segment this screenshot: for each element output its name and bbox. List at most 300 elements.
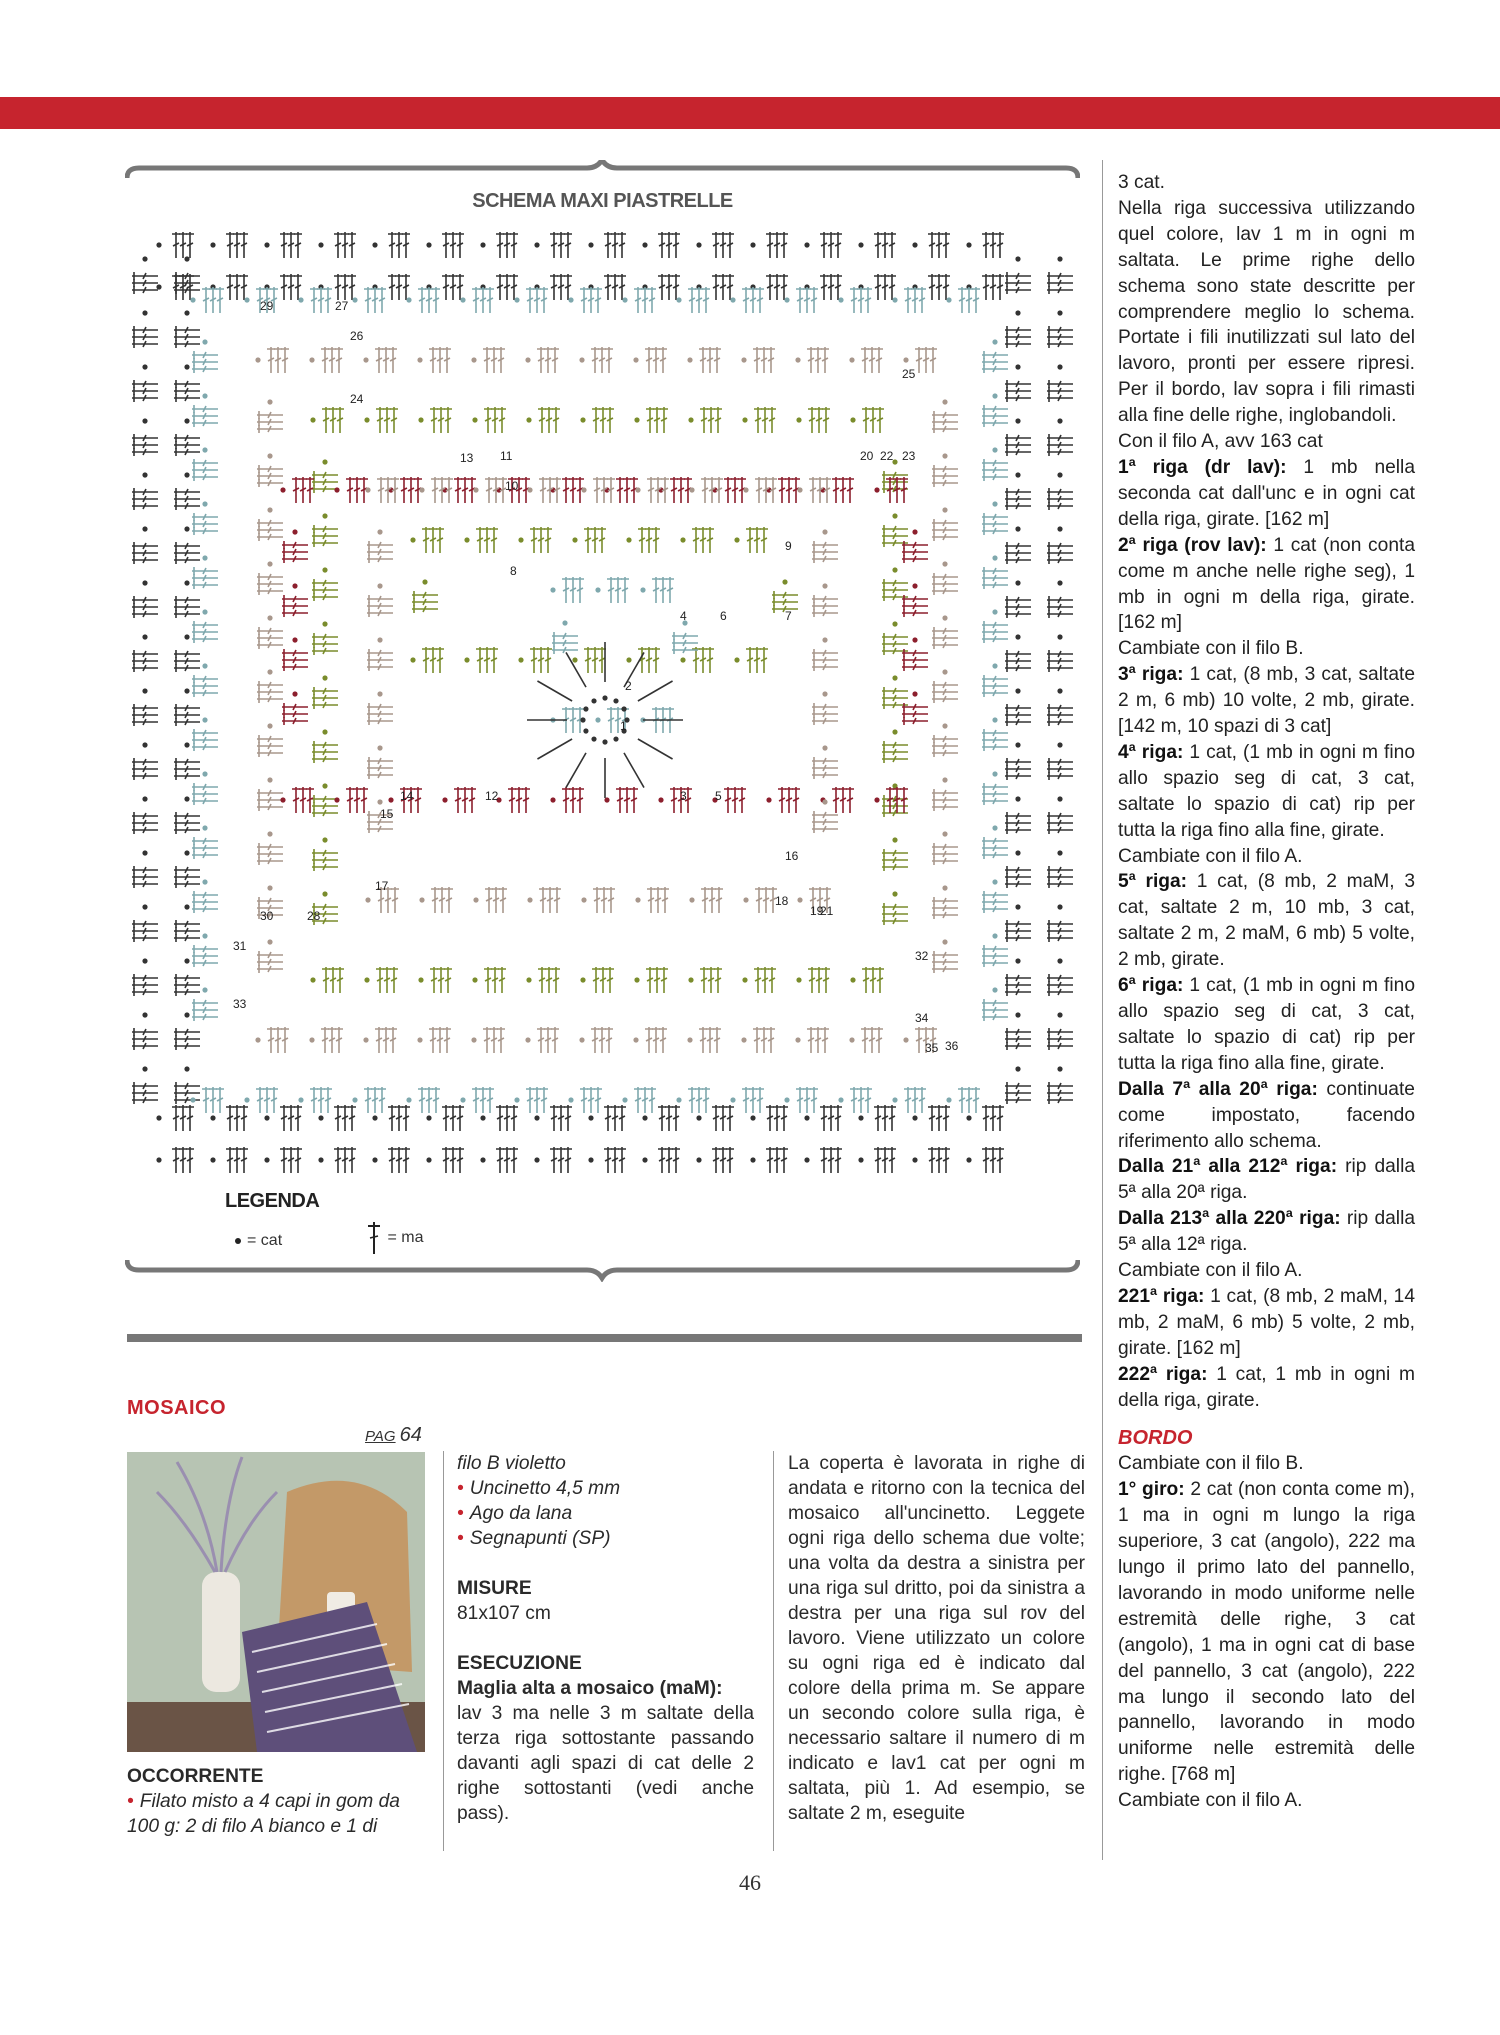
treble-stitch-group: [982, 513, 1008, 535]
chain-stitch: [267, 507, 272, 512]
row-number-label: 24: [350, 392, 364, 406]
paragraph-text: Cambiate con il filo B.: [1118, 638, 1304, 660]
treble-stitch-group: [530, 647, 552, 673]
paragraph-text: 1 cat, (8 mb, 2 maM, 14 mb, 2 maM, 6 mb) 5 volte, 2 mb, girate. [162 m]: [1118, 1285, 1415, 1359]
row-number-label: 12: [485, 789, 499, 803]
chain-stitch: [322, 567, 327, 572]
row-number-label: 27: [335, 299, 349, 313]
chain-stitch: [595, 717, 600, 722]
treble-stitch-group: [932, 411, 958, 433]
chain-stitch: [365, 487, 370, 492]
treble-stitch-group: [257, 735, 283, 757]
treble-stitch-group: [322, 407, 344, 433]
chain-stitch: [426, 242, 431, 247]
chain-stitch: [363, 357, 368, 362]
treble-stitch-group: [172, 1105, 194, 1131]
treble-stitch-group: [526, 287, 548, 313]
treble-stitch-group: [132, 704, 158, 726]
treble-stitch-group: [256, 1087, 278, 1113]
chain-stitch: [1015, 850, 1020, 855]
treble-stitch-group: [902, 649, 928, 671]
chain-stitch: [184, 1012, 189, 1017]
double-crochet-icon: [365, 1220, 383, 1256]
treble-stitch-group: [882, 849, 908, 871]
occorrente-column: [127, 1764, 427, 1839]
treble-stitch-group: [312, 579, 338, 601]
chain-stitch: [687, 1037, 692, 1042]
paragraph-lead: 221ª riga:: [1118, 1285, 1205, 1307]
chain-stitch: [742, 417, 747, 422]
chain-stitch: [418, 977, 423, 982]
chain-stitch: [472, 417, 477, 422]
chain-stitch: [280, 797, 285, 802]
treble-stitch-group: [257, 789, 283, 811]
treble-stitch-group: [412, 591, 438, 613]
chain-stitch: [426, 1115, 431, 1120]
chain-stitch: [534, 242, 539, 247]
chain-stitch: [579, 1037, 584, 1042]
chain-stitch: [874, 487, 879, 492]
chain-stitch: [264, 1115, 269, 1120]
occorrente-text: Ago da lana: [469, 1503, 573, 1524]
treble-stitch-group: [652, 577, 674, 603]
chain-stitch: [734, 657, 739, 662]
treble-stitch-group: [754, 407, 776, 433]
row-number-label: 11: [500, 449, 513, 463]
treble-stitch-group: [688, 287, 710, 313]
treble-stitch-group: [812, 811, 838, 833]
treble-stitch-group: [132, 1028, 158, 1050]
treble-stitch-group: [282, 595, 308, 617]
chain-stitch: [795, 1037, 800, 1042]
chain-stitch: [372, 1157, 377, 1162]
chain-stitch: [750, 242, 755, 247]
chain-stitch: [267, 723, 272, 728]
chain-stitch: [591, 736, 596, 741]
chain-stitch: [562, 620, 567, 625]
page-ref-label: PAG: [365, 1428, 396, 1445]
treble-stitch-group: [312, 633, 338, 655]
treble-stitch-group: [1005, 758, 1031, 780]
treble-stitch-group: [932, 735, 958, 757]
treble-stitch-group: [766, 1105, 788, 1131]
chain-stitch: [210, 242, 215, 247]
page-number: 46: [739, 1870, 761, 1895]
chain-stitch: [689, 897, 694, 902]
chain-stitch: [796, 417, 801, 422]
chain-stitch: [550, 797, 555, 802]
treble-stitch-group: [766, 1147, 788, 1173]
treble-stitch-group: [1047, 758, 1073, 780]
instruction-paragraph: [1118, 662, 1415, 740]
treble-stitch-group: [310, 1087, 332, 1113]
chain-stitch: [942, 939, 947, 944]
paragraph-lead: 1ª riga (dr lav):: [1118, 456, 1287, 478]
treble-stitch-group: [932, 843, 958, 865]
paragraph-lead: 3ª riga:: [1118, 664, 1184, 686]
treble-stitch-group: [192, 351, 218, 373]
chain-stitch: [1057, 634, 1062, 639]
chain-stitch: [696, 242, 701, 247]
treble-stitch-group: [192, 999, 218, 1021]
instruction-paragraph: [1118, 973, 1415, 1077]
chain-stitch: [377, 799, 382, 804]
treble-stitch-group: [550, 232, 572, 258]
chain-stitch: [255, 1037, 260, 1042]
treble-stitch-group: [688, 1087, 710, 1113]
instruction-paragraph: [1118, 869, 1415, 973]
chain-stitch: [267, 831, 272, 836]
chain-stitch: [334, 487, 339, 492]
chain-stitch: [1057, 256, 1062, 261]
treble-stitch-group: [832, 787, 854, 813]
chain-stitch: [613, 698, 618, 703]
treble-stitch-group: [132, 326, 158, 348]
treble-stitch-group: [174, 596, 200, 618]
blanket-photo: [127, 1452, 425, 1752]
treble-stitch-group: [388, 274, 410, 300]
chain-stitch: [588, 1115, 593, 1120]
section-divider: [127, 1334, 1082, 1342]
legend-ma-label: = ma: [387, 1229, 424, 1247]
treble-stitch-group: [132, 758, 158, 780]
treble-stitch-group: [1047, 380, 1073, 402]
chain-stitch: [280, 487, 285, 492]
chain-stitch: [202, 339, 207, 344]
treble-stitch-group: [257, 519, 283, 541]
treble-stitch-group: [430, 967, 452, 993]
instruction-paragraph: [1118, 429, 1415, 455]
treble-stitch-group: [429, 1027, 451, 1053]
treble-stitch-group: [646, 407, 668, 433]
intro-text: La coperta è lavorata in righe di andata e ritorno con la tecnica del mosaico all'uncinetto. Leggete ogni riga dello schema due volte; una volta da destra a sinistra per una riga sul dritto, poi da sinistra a destra per una riga sul rov del lavoro. Viene utilizzato un colore su ogni riga ed è indicato dal colore della prima m. Se appare un secondo colore sulla riga, è necessario saltare il numero di m indicato e lav1 cat per ogni m saltata, più 1. Ad esempio, se saltate 2 m, eseguite: [788, 1453, 1085, 1824]
chain-stitch: [903, 357, 908, 362]
chain-stitch: [527, 897, 532, 902]
instruction-paragraph: [1118, 636, 1415, 662]
treble-stitch-group: [376, 967, 398, 993]
chain-stitch: [822, 583, 827, 588]
chain-stitch: [264, 1157, 269, 1162]
row-number-label: 29: [260, 299, 274, 313]
treble-stitch-group: [1005, 542, 1031, 564]
treble-stitch-group: [982, 891, 1008, 913]
chain-stitch: [766, 797, 771, 802]
treble-stitch-group: [778, 787, 800, 813]
treble-stitch-group: [367, 703, 393, 725]
page-ref-number: 64: [399, 1424, 422, 1446]
chain-stitch: [264, 242, 269, 247]
treble-stitch-group: [638, 647, 660, 673]
chain-stitch: [184, 310, 189, 315]
chain-stitch: [527, 487, 532, 492]
treble-stitch-group: [1005, 272, 1031, 294]
chain-stitch: [471, 357, 476, 362]
treble-stitch-group: [431, 887, 453, 913]
column-separator-2: [773, 1451, 774, 1851]
treble-stitch-group: [226, 1105, 248, 1131]
chain-stitch: [142, 310, 147, 315]
chain-stitch: [822, 691, 827, 696]
treble-stitch-group: [1005, 326, 1031, 348]
paragraph-text: 1 cat, (1 mb in ogni m fino allo spazio seg di cat, 3 cat, saltate lo spazio di cat) rip per tutta la riga fino alla fine, girate.: [1118, 975, 1415, 1074]
treble-stitch-group: [874, 274, 896, 300]
treble-stitch-group: [377, 477, 399, 503]
treble-stitch-group: [861, 347, 883, 373]
treble-stitch-group: [312, 687, 338, 709]
treble-stitch-group: [820, 274, 842, 300]
paragraph-text: 1 cat (non conta come m anche nelle righe seg), 1 mb in ogni m della riga, girate. [162 m]: [1118, 534, 1415, 634]
occorrente-item: • Ago da lana: [457, 1503, 573, 1524]
treble-stitch-group: [645, 347, 667, 373]
chain-stitch: [471, 1037, 476, 1042]
bordo-paragraph: [1118, 1788, 1415, 1814]
chain-stitch: [142, 796, 147, 801]
chain-stitch: [658, 797, 663, 802]
treble-stitch-group: [700, 967, 722, 993]
chain-stitch: [363, 1037, 368, 1042]
treble-stitch-group: [904, 1087, 926, 1113]
treble-stitch-group: [982, 621, 1008, 643]
treble-stitch-group: [753, 347, 775, 373]
treble-stitch-group: [388, 1147, 410, 1173]
chain-stitch: [1015, 796, 1020, 801]
treble-stitch-group: [174, 650, 200, 672]
paragraph-text: Nella riga successiva utilizzando quel colore, lav 1 m in ogni m saltata. Le prime righe dello schema sono state descritte per comprendere meglio lo schema. Portate i fili inutilizzati sul lato del lavoro, pronti per essere ripresi. Per il bordo, lav sopra i fili rimasti alla fine delle righe, inglobandoli.: [1118, 197, 1415, 427]
chain-stitch: [784, 1097, 789, 1102]
chain-stitch: [992, 609, 997, 614]
treble-stitch-group: [932, 465, 958, 487]
treble-stitch-group: [592, 967, 614, 993]
chain-stitch: [202, 933, 207, 938]
treble-stitch-group: [174, 434, 200, 456]
chain-stitch: [626, 657, 631, 662]
chain-stitch: [534, 1115, 539, 1120]
chain-stitch: [633, 1037, 638, 1042]
chain-stitch: [1015, 364, 1020, 369]
treble-stitch-group: [902, 595, 928, 617]
row-number-label: 30: [260, 909, 274, 923]
chain-stitch: [892, 1097, 897, 1102]
treble-stitch-group: [174, 920, 200, 942]
chain-stitch: [417, 1037, 422, 1042]
paragraph-text: Cambiate con il filo A.: [1118, 845, 1303, 867]
treble-stitch-group: [472, 287, 494, 313]
chain-stitch: [464, 657, 469, 662]
treble-stitch-group: [1047, 1028, 1073, 1050]
instruction-paragraph: [1118, 1154, 1415, 1206]
treble-stitch-group: [982, 405, 1008, 427]
chain-stitch: [580, 417, 585, 422]
chain-stitch: [689, 487, 694, 492]
instruction-paragraph: [1118, 1258, 1415, 1284]
paragraph-lead: 1° giro:: [1118, 1479, 1185, 1501]
chain-stitch: [318, 1157, 323, 1162]
row-number-label: 2: [625, 679, 632, 693]
treble-stitch-group: [932, 573, 958, 595]
chain-stitch: [849, 1037, 854, 1042]
treble-stitch-group: [562, 477, 584, 503]
treble-stitch-group: [902, 703, 928, 725]
treble-stitch-group: [367, 541, 393, 563]
treble-stitch-group: [928, 1105, 950, 1131]
chain-stitch: [572, 657, 577, 662]
chain-stitch: [741, 357, 746, 362]
treble-stitch-group: [1005, 974, 1031, 996]
chain-stitch: [858, 1157, 863, 1162]
legend-title: LEGENDA: [225, 1190, 320, 1212]
chain-stitch: [1057, 1012, 1062, 1017]
chain-stitch: [942, 669, 947, 674]
treble-stitch-group: [496, 1147, 518, 1173]
treble-stitch-group: [812, 541, 838, 563]
paragraph-text: rip dalla 5ª alla 20ª riga.: [1118, 1156, 1415, 1204]
chain-stitch: [267, 669, 272, 674]
treble-stitch-group: [538, 967, 560, 993]
chain-stitch: [796, 977, 801, 982]
treble-stitch-group: [658, 274, 680, 300]
treble-stitch-group: [982, 459, 1008, 481]
treble-stitch-group: [310, 287, 332, 313]
chain-stitch: [1057, 850, 1062, 855]
chain-stitch: [267, 615, 272, 620]
chain-stitch: [334, 797, 339, 802]
chain-stitch: [410, 537, 415, 542]
treble-stitch-group: [172, 1147, 194, 1173]
treble-stitch-group: [1047, 326, 1073, 348]
treble-stitch-group: [932, 681, 958, 703]
chain-stitch: [822, 799, 827, 804]
treble-stitch-group: [485, 887, 507, 913]
chain-stitch: [730, 297, 735, 302]
treble-stitch-group: [1005, 866, 1031, 888]
mam-title: Maglia alta a mosaico (maM):: [457, 1678, 723, 1699]
chain-stitch: [377, 691, 382, 696]
treble-stitch-group: [808, 967, 830, 993]
chain-stitch: [568, 1097, 573, 1102]
treble-stitch-group: [496, 232, 518, 258]
chain-stitch: [992, 501, 997, 506]
chain-stitch: [838, 1097, 843, 1102]
treble-stitch-group: [257, 681, 283, 703]
treble-stitch-group: [562, 577, 584, 603]
chain-stitch: [418, 417, 423, 422]
chain-stitch: [892, 567, 897, 572]
chain-stitch: [572, 537, 577, 542]
treble-stitch-group: [174, 380, 200, 402]
treble-stitch-group: [862, 407, 884, 433]
chain-stitch: [568, 297, 573, 302]
chain-stitch: [184, 958, 189, 963]
treble-stitch-group: [1047, 434, 1073, 456]
chain-stitch: [426, 1157, 431, 1162]
treble-stitch-group: [886, 477, 908, 503]
treble-stitch-group: [442, 1105, 464, 1131]
chain-stitch: [743, 487, 748, 492]
chain-stitch: [912, 529, 917, 534]
treble-stitch-group: [192, 891, 218, 913]
chain-stitch: [858, 1115, 863, 1120]
chain-stitch: [850, 977, 855, 982]
treble-stitch-group: [312, 849, 338, 871]
row-number-label: 36: [945, 1039, 959, 1053]
center-stitch: [624, 753, 644, 788]
treble-stitch-group: [192, 729, 218, 751]
treble-stitch-group: [604, 232, 626, 258]
chain-stitch: [822, 529, 827, 534]
treble-stitch-group: [658, 1147, 680, 1173]
treble-stitch-group: [982, 567, 1008, 589]
occorrente-title: OCCORRENTE: [127, 1766, 264, 1787]
treble-stitch-group: [321, 1027, 343, 1053]
treble-stitch-group: [812, 757, 838, 779]
chain-stitch: [156, 242, 161, 247]
treble-stitch-group: [724, 787, 746, 813]
chain-stitch: [190, 297, 195, 302]
treble-stitch-group: [257, 411, 283, 433]
treble-stitch-group: [174, 272, 200, 294]
treble-stitch-group: [192, 567, 218, 589]
treble-stitch-group: [346, 787, 368, 813]
chain-stitch: [1015, 958, 1020, 963]
treble-stitch-group: [174, 758, 200, 780]
chain-stitch: [322, 459, 327, 464]
chain-stitch: [1015, 472, 1020, 477]
chain-stitch: [142, 472, 147, 477]
treble-stitch-group: [280, 1105, 302, 1131]
paragraph-text: 1 cat, 1 mb in ogni m della riga, girate.: [1118, 1363, 1415, 1411]
chain-stitch: [142, 634, 147, 639]
chain-stitch: [912, 637, 917, 642]
treble-stitch-group: [712, 232, 734, 258]
chain-stitch: [526, 977, 531, 982]
paragraph-lead: 4ª riga:: [1118, 741, 1184, 763]
chain-stitch: [518, 657, 523, 662]
treble-stitch-group: [132, 542, 158, 564]
chain-stitch: [202, 393, 207, 398]
occorrente-item: • Segnapunti (SP): [457, 1528, 611, 1549]
chain-stitch: [267, 453, 272, 458]
treble-stitch-group: [367, 595, 393, 617]
chain-stitch: [1015, 634, 1020, 639]
center-stitch: [638, 681, 673, 701]
treble-stitch-group: [454, 787, 476, 813]
chain-stitch: [942, 561, 947, 566]
chain-stitch: [419, 487, 424, 492]
chain-stitch: [966, 1115, 971, 1120]
top-accent-bar: [0, 97, 1500, 129]
treble-stitch-group: [862, 967, 884, 993]
chain-stitch: [518, 537, 523, 542]
paragraph-lead: 6ª riga:: [1118, 975, 1184, 997]
chain-stitch: [581, 897, 586, 902]
treble-stitch-group: [454, 477, 476, 503]
chain-stitch: [464, 537, 469, 542]
treble-stitch-group: [376, 407, 398, 433]
treble-stitch-group: [812, 595, 838, 617]
treble-stitch-group: [442, 232, 464, 258]
chain-stitch: [892, 675, 897, 680]
treble-stitch-group: [485, 477, 507, 503]
treble-stitch-group: [388, 232, 410, 258]
treble-stitch-group: [1005, 704, 1031, 726]
chain-stitch: [942, 885, 947, 890]
row-number-label: 23: [902, 449, 916, 463]
chain-stitch: [292, 691, 297, 696]
occorrente-text: Filato misto a 4 capi in gom da 100 g: 2 di filo A bianco e 1 di: [127, 1791, 400, 1837]
treble-stitch-group: [257, 843, 283, 865]
chain-stitch: [322, 513, 327, 518]
chain-stitch: [680, 657, 685, 662]
